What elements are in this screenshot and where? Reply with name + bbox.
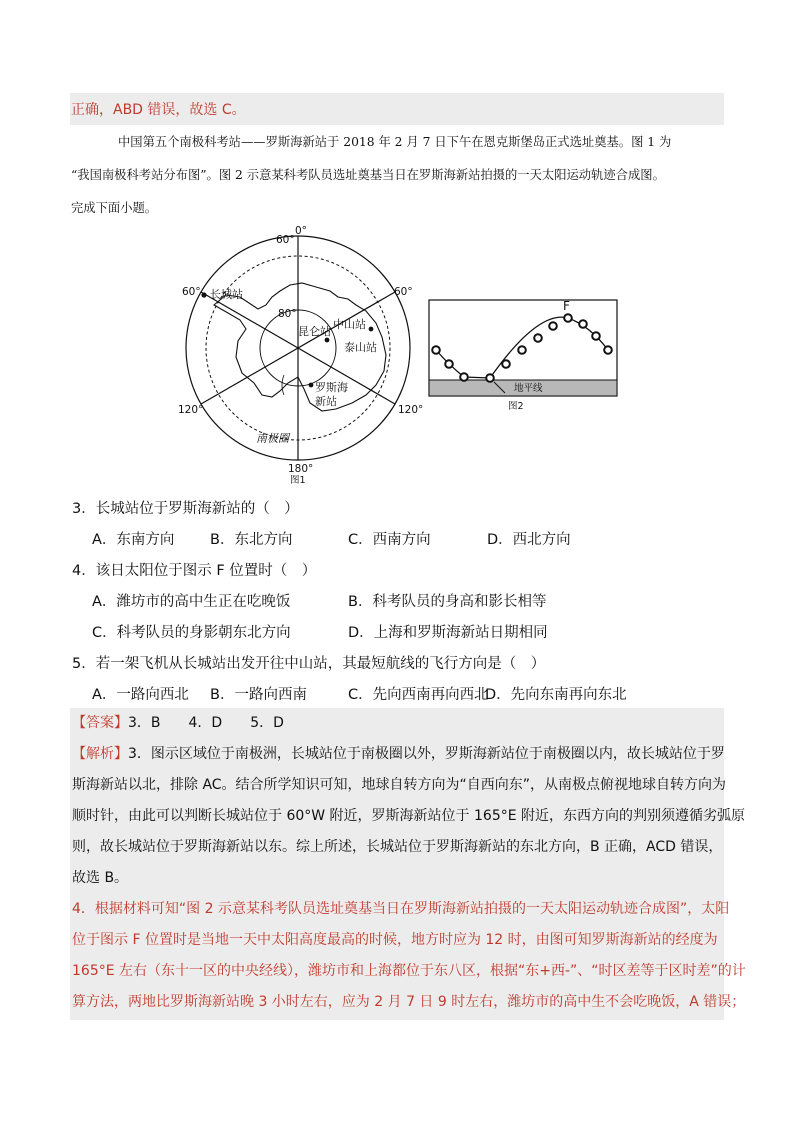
label-luosihai-1: 罗斯海 (315, 381, 348, 394)
analysis-line-8: 165°E 左右（东十一区的中央经线），潍坊市和上海都位于东八区，根据“东+西-”、“时区差等于区时差”的计 (72, 963, 746, 979)
label-60-top: 60° (276, 234, 295, 246)
label-180: 180° (288, 463, 314, 475)
intro-line-1: 中国第五个南极科考站——罗斯海新站于 2018 年 2 月 7 日下午在恩克斯堡岛正式选址奠基。图 1 为 (118, 135, 672, 149)
changcheng-dot (201, 292, 206, 297)
analysis-line-3: 顺时针，由此可以判断长城站位于 60°W 附近，罗斯海新站位于 165°E 附近，东西方向的判别须遵循劣弧原 (72, 808, 746, 824)
answer-label: 【答案】 (72, 715, 128, 731)
q3-option-a: A．东南方向 (92, 532, 175, 548)
analysis-label: 【解析】 (72, 746, 128, 762)
peak-label-f: F (563, 299, 570, 313)
label-kunlun: 昆仑站 (298, 325, 331, 338)
answer-text: 3．B 4．D 5．D (128, 715, 284, 731)
label-80: 80° (278, 308, 297, 320)
sun-position (604, 346, 612, 354)
label-nanjiquan: 南极圈 (256, 432, 289, 445)
figure1-antarctic-map (178, 225, 424, 486)
analysis-line-9: 算方法，两地比罗斯海新站晚 3 小时左右，应为 2 月 7 日 9 时左右，潍坊市的高中生不会吃晚饭，A 错误； (72, 994, 746, 1010)
analysis-line-6: 4．根据材料可知“图 2 示意某科考队员选址奠基当日在罗斯海新站拍摄的一天太阳运动轨迹合成图”，太阳 (72, 901, 730, 917)
q3-option-c: C．西南方向 (348, 532, 431, 548)
label-120-right: 120° (398, 404, 424, 416)
zhongshan-dot (369, 327, 374, 332)
figure1-caption: 图1 (290, 475, 306, 486)
ice-shelf-line (282, 375, 284, 395)
figure2-caption: 图2 (508, 401, 524, 412)
q3-option-b: B．东北方向 (210, 532, 293, 548)
q4-option-c: C．科考队员的身影朝东北方向 (92, 625, 291, 641)
intro-line-2: “我国南极科考站分布图”。图 2 示意某科考队员选址奠基当日在罗斯海新站拍摄的一天太阳运动轨迹合成图。 (71, 168, 665, 182)
analysis-line-4: 则，故长城站位于罗斯海新站以东。综上所述，长城站位于罗斯海新站的东北方向，B 正确，ACD 错误， (72, 839, 723, 855)
sun-position (445, 360, 453, 368)
luosihai-dot (309, 383, 314, 388)
analysis-line-7: 位于图示 F 位置时是当地一天中太阳高度最高的时候，地方时应为 12 时，由图可知罗斯海新站的经度为 (72, 932, 718, 948)
label-60-right: 60° (394, 286, 413, 298)
question-4-stem: 4．该日太阳位于图示 F 位置时（ ） (72, 563, 317, 579)
horizon-label: 地平线 (514, 383, 543, 394)
sun-position (432, 346, 440, 354)
sun-position (518, 346, 526, 354)
q5-option-d: D．先向东南再向东北 (485, 687, 627, 703)
sun-position-f (564, 314, 572, 322)
q5-option-b: B．一路向西南 (210, 687, 307, 703)
intro-line-3: 完成下面小题。 (71, 201, 158, 215)
label-taishan: 泰山站 (344, 341, 377, 354)
answer-row (72, 708, 284, 739)
q5-option-c: C．先向西南再向西北 (348, 687, 489, 703)
label-120-left: 120° (178, 404, 204, 416)
sun-position (486, 374, 494, 382)
q4-option-d: D．上海和罗斯海新站日期相同 (348, 625, 548, 641)
sun-position (549, 322, 557, 330)
q4-option-b: B．科考队员的身高和影长相等 (348, 594, 547, 610)
figure2-sun-path (428, 298, 620, 413)
q3-option-d: D．西北方向 (487, 532, 571, 548)
sun-position (460, 373, 468, 381)
sun-position (579, 320, 587, 328)
analysis-line-1: 3．图示区域位于南极洲，长城站位于南极圈以外，罗斯海新站位于南极圈以内，故长城站位于罗 (128, 746, 725, 762)
sun-position (502, 360, 510, 368)
label-0deg: 0° (295, 225, 307, 237)
q5-option-a: A．一路向西北 (92, 687, 189, 703)
question-5-stem: 5．若一架飞机从长城站出发开往中山站，其最短航线的飞行方向是（ ） (72, 656, 546, 672)
q4-option-a: A．潍坊市的高中生正在吃晚饭 (92, 594, 291, 610)
label-luosihai-2: 新站 (315, 395, 337, 408)
analysis-line-2: 斯海新站以北，排除 AC。结合所学知识可知，地球自转方向为“自西向东”，从南极点俯视地球自转方向为 (72, 777, 727, 793)
label-60-left: 60° (182, 286, 201, 298)
sun-position (534, 334, 542, 342)
label-zhongshan: 中山站 (333, 318, 366, 331)
label-changcheng: 长城站 (210, 288, 243, 301)
analysis-block (72, 739, 746, 1018)
kunlun-dot (325, 338, 330, 343)
sun-position (592, 332, 600, 340)
question-3-stem: 3．长城站位于罗斯海新站的（ ） (72, 501, 299, 517)
analysis-line-5: 故选 B。 (72, 870, 129, 886)
top-line: 正确，ABD 错误，故选 C。 (71, 102, 246, 118)
